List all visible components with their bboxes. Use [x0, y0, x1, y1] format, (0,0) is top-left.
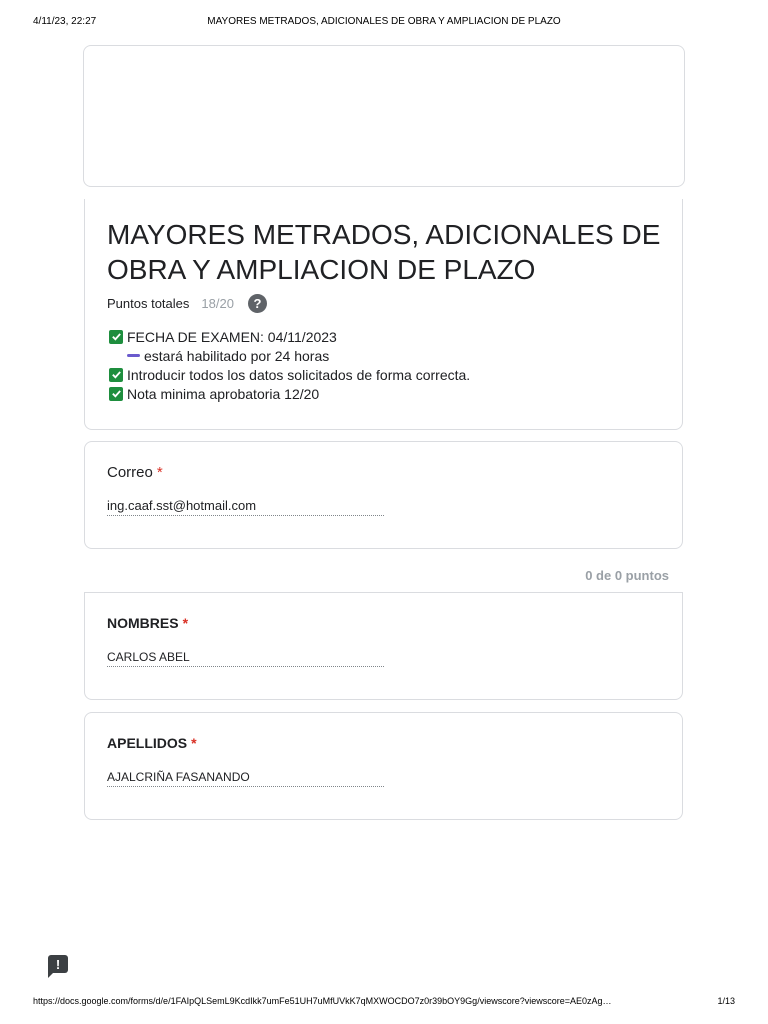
total-points-label: Puntos totales — [107, 295, 190, 311]
header-banner-card — [83, 45, 685, 187]
email-answer: ing.caaf.sst@hotmail.com — [107, 498, 384, 516]
check-box-icon — [109, 387, 123, 401]
print-url: https://docs.google.com/forms/d/e/1FAIpQLSemL9KcdIkk7umFe51UH7uMfUVkK7qMXWOCDO7z0r39bOY9Gg/viewscore?viewscore=AE0zAg… — [33, 996, 612, 1006]
description-text: estará habilitado por 24 horas — [144, 347, 330, 364]
description-line — [109, 365, 470, 384]
surnames-answer: AJALCRIÑA FASANANDO — [107, 770, 384, 787]
total-points-score: 18/20 — [201, 295, 234, 311]
surnames-question-card — [84, 712, 683, 820]
required-asterisk: * — [182, 615, 189, 631]
print-header — [33, 16, 735, 30]
feedback-icon[interactable]: ! — [48, 955, 68, 973]
required-asterisk: * — [156, 464, 163, 481]
total-points-row — [107, 293, 267, 313]
form-title: MAYORES METRADOS, ADICIONALES DE OBRA Y AMPLIACION DE PLAZO — [107, 219, 661, 285]
description-line — [109, 384, 470, 403]
email-question-label: Correo * — [107, 464, 163, 481]
names-question-card — [84, 592, 683, 700]
names-question-label: NOMBRES * — [107, 615, 189, 631]
print-title: MAYORES METRADOS, ADICIONALES DE OBRA Y AMPLIACION DE PLAZO — [207, 16, 561, 27]
form-description — [109, 327, 470, 403]
form-title-card — [84, 199, 683, 430]
email-question-card — [84, 441, 683, 549]
surnames-question-label: APELLIDOS * — [107, 735, 197, 751]
names-answer: CARLOS ABEL — [107, 650, 384, 667]
section-score: 0 de 0 puntos — [585, 568, 669, 583]
print-timestamp: 4/11/23, 22:27 — [33, 16, 97, 27]
description-text: Nota minima aprobatoria 12/20 — [127, 385, 320, 402]
page-number: 1/13 — [717, 996, 735, 1006]
dash-icon — [127, 354, 140, 357]
description-text: FECHA DE EXAMEN: 04/11/2023 — [127, 328, 337, 345]
description-text: Introducir todos los datos solicitados de forma correcta. — [127, 366, 471, 383]
print-footer — [33, 996, 735, 1010]
check-box-icon — [109, 368, 123, 382]
description-line — [109, 327, 470, 346]
check-box-icon — [109, 330, 123, 344]
description-line — [109, 346, 470, 365]
required-asterisk: * — [191, 735, 197, 751]
help-icon[interactable]: ? — [248, 294, 267, 313]
